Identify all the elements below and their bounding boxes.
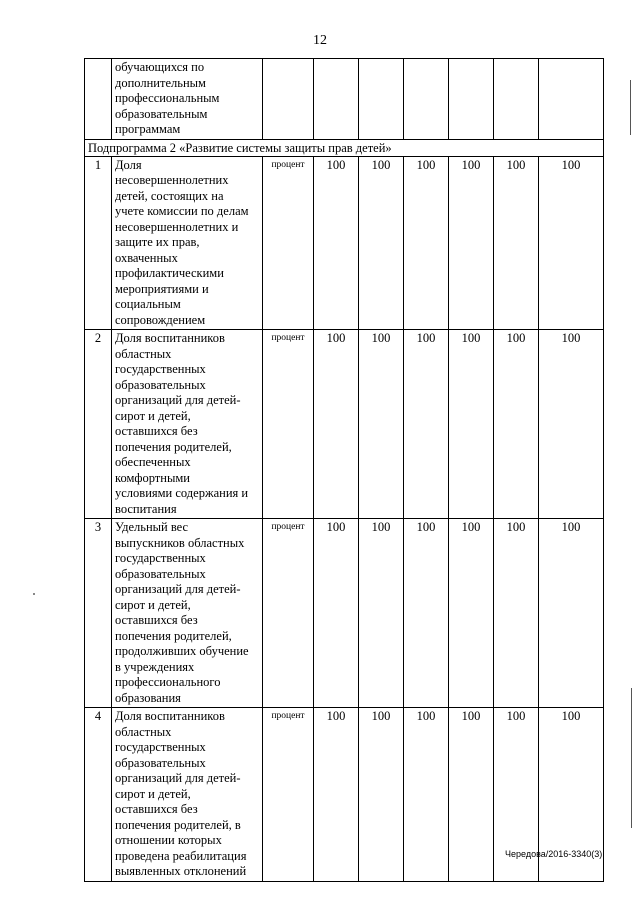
value-cell [314,59,359,140]
value-cell: 100 [404,330,449,519]
row-number: 4 [85,708,112,882]
unit-cell [263,59,314,140]
table-row [85,156,604,330]
value-cell: 100 [449,330,494,519]
value-cell: 100 [314,330,359,519]
document-footer-code: Чередова/2016-3340(3) [505,849,603,859]
table-row-continuation [85,59,604,140]
indicator-name-cell: Доля несовершеннолетних детей, состоящих на учете комиссии по делам несовершеннолетних и защите их прав, охваченных профилактическими мероприятиями и социальным сопровождением [112,156,263,330]
unit-cell: процент [263,156,314,330]
subprogram-title: Подпрограмма 2 «Развитие системы защиты прав детей» [85,139,604,156]
value-cell: 100 [359,156,404,330]
row-number: 1 [85,156,112,330]
value-cell: 100 [494,156,539,330]
value-cell: 100 [404,156,449,330]
value-cell [539,59,604,140]
table-row [85,519,604,708]
indicator-name-cell: Доля воспитанников областных государственных образовательных организаций для детей- сирот и детей, оставшихся без попечения родителей, в отношении которых проведена реабилитация выявленных отклонений [112,708,263,882]
indicator-name-cell: Доля воспитанников областных государственных образовательных организаций для детей- сирот и детей, оставшихся без попечения родителей, обеспеченных комфортными условиями содержания и воспитания [112,330,263,519]
value-cell: 100 [449,708,494,882]
indicator-name-cell: Удельный вес выпускников областных государственных образовательных организаций для детей- сирот и детей, оставшихся без попечения родителей, продолживших обучение в учреждениях профессионального образования [112,519,263,708]
scan-edge-mark [631,688,632,828]
indicators-table [84,58,604,882]
value-cell: 100 [494,330,539,519]
value-cell: 100 [539,156,604,330]
unit-cell: процент [263,519,314,708]
value-cell: 100 [494,708,539,882]
value-cell: 100 [539,330,604,519]
unit-cell: процент [263,708,314,882]
value-cell: 100 [359,330,404,519]
value-cell: 100 [314,708,359,882]
value-cell: 100 [449,156,494,330]
scan-speck [33,593,35,595]
value-cell: 100 [449,519,494,708]
value-cell: 100 [359,708,404,882]
scan-edge-mark [630,80,631,135]
value-cell: 100 [539,708,604,882]
value-cell: 100 [359,519,404,708]
row-number-cell [85,59,112,140]
value-cell [449,59,494,140]
value-cell: 100 [494,519,539,708]
value-cell [494,59,539,140]
value-cell: 100 [404,708,449,882]
row-number: 3 [85,519,112,708]
value-cell: 100 [404,519,449,708]
row-number: 2 [85,330,112,519]
value-cell: 100 [539,519,604,708]
unit-cell: процент [263,330,314,519]
page-number: 12 [313,33,327,48]
table-row [85,330,604,519]
value-cell: 100 [314,519,359,708]
subprogram-heading-row [85,139,604,156]
value-cell [404,59,449,140]
value-cell [359,59,404,140]
value-cell: 100 [314,156,359,330]
indicator-name-cell: обучающихся по дополнительным профессиональным образовательным программам [112,59,263,140]
